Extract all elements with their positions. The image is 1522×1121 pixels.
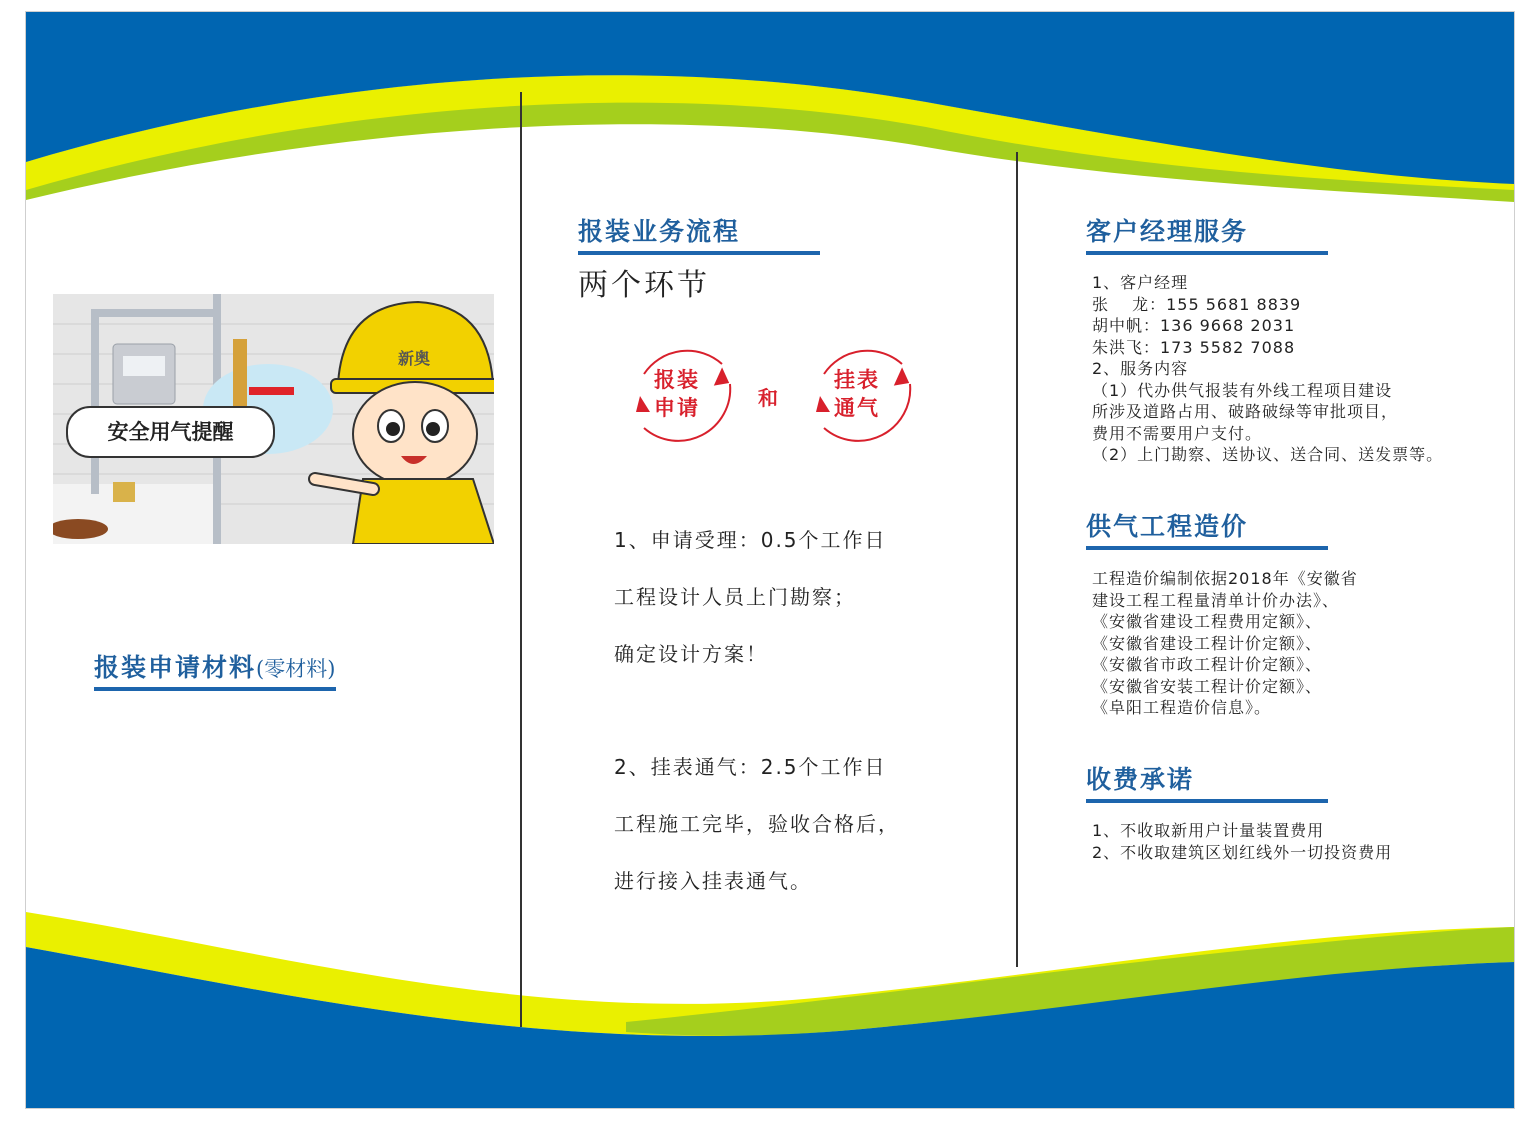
cost-line: 《安徽省建设工程计价定额》、 bbox=[1092, 633, 1323, 653]
fees-line: 2、不收取建筑区划红线外一切投资费用 bbox=[1092, 842, 1393, 862]
cycle-left-line1: 报装 bbox=[654, 368, 700, 392]
manager-line: （2）上门勘察、送协议、送合同、送发票等。 bbox=[1092, 445, 1444, 464]
process-heading: 报装业务流程 bbox=[578, 217, 741, 246]
manager-line: 胡中帆：136 9668 2031 bbox=[1092, 316, 1296, 335]
manager-line: 朱洪飞：173 5582 7088 bbox=[1092, 337, 1296, 357]
fees-heading-underline bbox=[1086, 799, 1328, 803]
fees-lines bbox=[1092, 820, 1392, 863]
cycle-left-line2: 申请 bbox=[654, 396, 700, 420]
materials-heading-underline bbox=[94, 687, 336, 691]
cycle-left-label bbox=[622, 366, 732, 422]
manager-lines bbox=[1092, 272, 1443, 466]
fees-line: 1、不收取新用户计量装置费用 bbox=[1092, 821, 1325, 840]
step-2-title: 2、挂表通气：2.5个工作日 bbox=[614, 755, 887, 779]
cost-heading: 供气工程造价 bbox=[1086, 512, 1249, 541]
manager-line: 1、客户经理 bbox=[1092, 273, 1189, 292]
brochure-sheet bbox=[26, 12, 1514, 1108]
cost-line: 《安徽省市政工程计价定额》、 bbox=[1092, 655, 1323, 674]
step-1-detail-1: 工程设计人员上门勘察； bbox=[614, 585, 856, 609]
cost-line: 工程造价编制依据2018年《安徽省 bbox=[1092, 569, 1358, 588]
materials-heading-note: (零材料) bbox=[256, 657, 336, 681]
step-2-detail-1: 工程施工完毕，验收合格后， bbox=[614, 812, 900, 836]
manager-heading-underline bbox=[1086, 251, 1328, 255]
wave-background bbox=[26, 12, 1514, 1108]
cycle-right-line1: 挂表 bbox=[834, 368, 880, 392]
cost-lines bbox=[1092, 568, 1358, 719]
step-1-detail-2: 确定设计方案！ bbox=[614, 642, 768, 666]
cost-line: 《阜阳工程造价信息》。 bbox=[1092, 698, 1272, 717]
cost-line: 建设工程工程量清单计价办法》、 bbox=[1092, 590, 1340, 610]
step-1-title: 1、申请受理：0.5个工作日 bbox=[614, 528, 887, 552]
manager-line: （1）代办供气报装有外线工程项目建设 bbox=[1092, 380, 1393, 400]
manager-line: 2、服务内容 bbox=[1092, 359, 1189, 378]
panel-divider-right bbox=[1016, 152, 1018, 967]
cost-line: 《安徽省建设工程费用定额》、 bbox=[1092, 612, 1323, 631]
manager-line: 张 龙：155 5681 8839 bbox=[1092, 294, 1302, 314]
manager-heading: 客户经理服务 bbox=[1086, 217, 1249, 246]
process-subheading: 两个环节 bbox=[578, 268, 710, 303]
panel-divider-left bbox=[520, 92, 522, 1027]
fees-heading: 收费承诺 bbox=[1086, 765, 1195, 794]
cycle-right-line2: 通气 bbox=[834, 396, 880, 420]
materials-heading bbox=[94, 648, 335, 684]
cost-heading-underline bbox=[1086, 546, 1328, 550]
cycle-right-label bbox=[802, 366, 912, 422]
safety-reminder-bubble: 安全用气提醒 bbox=[66, 406, 275, 458]
step-2-detail-2: 进行接入挂表通气。 bbox=[614, 869, 812, 893]
manager-line: 费用不需要用户支付。 bbox=[1092, 423, 1263, 443]
cycle-conjunction: 和 bbox=[758, 386, 778, 410]
cost-line: 《安徽省安装工程计价定额》、 bbox=[1092, 676, 1323, 696]
manager-line: 所涉及道路占用、破路破绿等审批项目， bbox=[1092, 402, 1399, 421]
process-heading-underline bbox=[578, 251, 820, 255]
safety-illustration bbox=[53, 294, 494, 544]
materials-heading-text: 报装申请材料 bbox=[94, 653, 257, 682]
svg-text:新奥: 新奥 bbox=[398, 349, 431, 368]
